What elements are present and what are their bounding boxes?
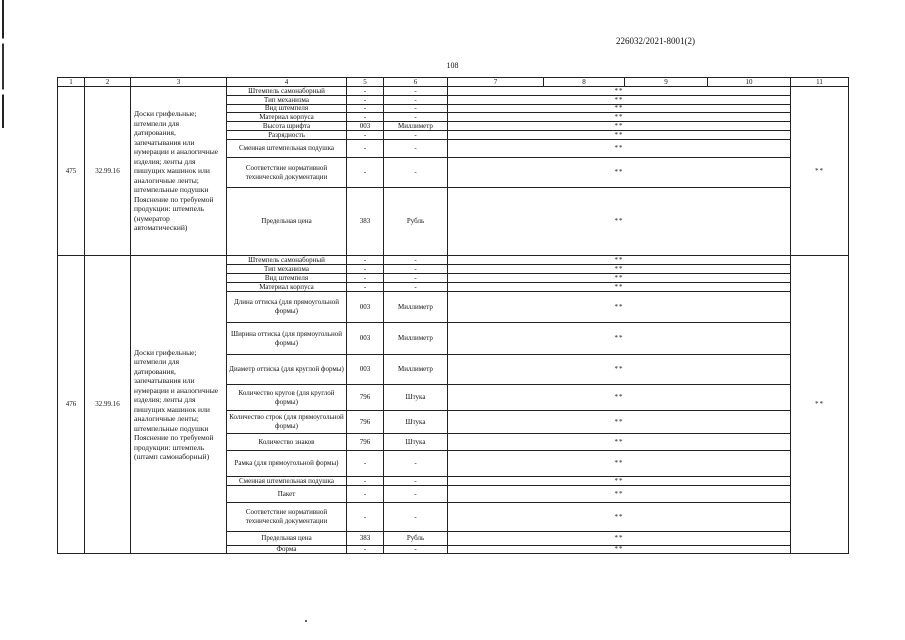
characteristic-value: **	[448, 122, 791, 131]
characteristic-unit: Рубль	[384, 188, 448, 256]
characteristic-unit: -	[384, 105, 448, 113]
characteristic-unit: Штука	[384, 411, 448, 434]
characteristic-unit: -	[384, 140, 448, 158]
column-header-6: 6	[384, 78, 448, 87]
characteristic-name: Штемпель самонаборный	[227, 256, 347, 265]
characteristic-name: Сменная штемпельная подушка	[227, 140, 347, 158]
characteristic-value: **	[448, 87, 791, 96]
characteristic-unit-code: -	[347, 486, 384, 503]
characteristic-unit: -	[384, 131, 448, 140]
characteristic-unit: -	[384, 486, 448, 503]
item-description-line: аналогичные ленты;	[134, 175, 199, 185]
characteristic-unit: -	[384, 96, 448, 105]
item-description-line: датирования,	[134, 366, 176, 376]
characteristic-unit: -	[384, 265, 448, 274]
characteristic-unit-code: -	[347, 265, 384, 274]
item-col11-value: **	[791, 256, 849, 554]
characteristic-unit-code: -	[347, 256, 384, 265]
characteristic-unit-code: -	[347, 503, 384, 532]
column-header-10: 10	[708, 78, 791, 87]
characteristic-unit: -	[384, 113, 448, 122]
characteristic-name: Высота шрифта	[227, 122, 347, 131]
characteristic-unit-code: -	[347, 274, 384, 283]
characteristic-unit-code: -	[347, 477, 384, 486]
item-okpd2-code: 32.99.16	[85, 87, 131, 256]
characteristic-name: Ширина оттиска (для прямоугольной формы)	[227, 323, 347, 355]
column-header-1: 1	[58, 78, 85, 87]
item-col11-value: **	[791, 87, 849, 256]
characteristic-value: **	[448, 105, 791, 113]
characteristic-unit-code: 003	[347, 323, 384, 355]
characteristic-value: **	[448, 158, 791, 188]
characteristic-value: **	[448, 503, 791, 532]
characteristic-value: **	[448, 477, 791, 486]
item-description-line: нумерации и аналогичные	[134, 385, 219, 395]
characteristic-unit: -	[384, 477, 448, 486]
characteristic-value: **	[448, 323, 791, 355]
item-description-line: штемпели для	[134, 357, 180, 366]
column-header-3: 3	[131, 78, 227, 87]
characteristic-value: **	[448, 274, 791, 283]
table-header-row	[58, 78, 849, 87]
column-header-2: 2	[85, 78, 131, 87]
characteristic-name: Материал корпуса	[227, 283, 347, 292]
column-header-8: 8	[544, 78, 625, 87]
item-description-line: Доски грифельные;	[134, 347, 197, 357]
item-description-line: изделия; ленты для	[134, 395, 196, 404]
characteristic-name: Сменная штемпельная подушка	[227, 477, 347, 486]
characteristic-value: **	[448, 256, 791, 265]
characteristic-name: Штемпель самонаборный	[227, 87, 347, 96]
item-description	[131, 87, 227, 256]
specification-table	[57, 77, 849, 554]
characteristic-name: Диаметр оттиска (для круглой формы)	[227, 355, 347, 385]
characteristic-name: Вид штемпеля	[227, 274, 347, 283]
characteristic-value: **	[448, 113, 791, 122]
characteristic-value: **	[448, 434, 791, 451]
characteristic-unit: Штука	[384, 385, 448, 411]
characteristic-name: Разрядность	[227, 131, 347, 140]
characteristic-unit: Штука	[384, 434, 448, 451]
characteristic-value: **	[448, 292, 791, 323]
item-description-line: изделия; ленты для	[134, 156, 196, 166]
characteristic-name: Пакет	[227, 486, 347, 503]
characteristic-unit: Миллиметр	[384, 292, 448, 323]
characteristic-unit-code: -	[347, 105, 384, 113]
characteristic-unit: -	[384, 283, 448, 292]
characteristic-unit: -	[384, 87, 448, 96]
item-number: 476	[58, 256, 85, 554]
column-header-9: 9	[625, 78, 708, 87]
characteristic-name: Предельная цена	[227, 188, 347, 256]
characteristic-name: Тип механизма	[227, 265, 347, 274]
item-description-line: Доски грифельные;	[134, 109, 197, 119]
characteristic-name: Количество строк (для прямоугольной формы)	[227, 411, 347, 434]
characteristic-name: Вид штемпеля	[227, 105, 347, 113]
page-number: 108	[446, 61, 459, 70]
column-header-11: 11	[791, 78, 849, 87]
characteristic-name: Рамка (для прямоугольной формы)	[227, 451, 347, 477]
item-description-line: штемпельные подушки	[134, 185, 209, 195]
characteristic-name: Количество знаков	[227, 434, 347, 451]
column-header-5: 5	[347, 78, 384, 87]
characteristic-name: Предельная цена	[227, 532, 347, 546]
characteristic-unit: Миллиметр	[384, 323, 448, 355]
document-reference-number: 226032/2021-8001(2)	[616, 36, 695, 46]
item-number: 475	[58, 87, 85, 256]
item-description-line: продукции: штемпель	[134, 204, 205, 214]
characteristic-name: Длина оттиска (для прямоугольной формы)	[227, 292, 347, 323]
characteristic-unit: -	[384, 256, 448, 265]
characteristic-unit: -	[384, 451, 448, 477]
characteristic-value: **	[448, 96, 791, 105]
item-description-line: Пояснение по требуемой	[134, 433, 214, 442]
characteristic-unit-code: 796	[347, 411, 384, 434]
characteristic-unit-code: -	[347, 96, 384, 105]
characteristic-unit: Рубль	[384, 532, 448, 546]
characteristic-name: Соответствие нормативной технической документации	[227, 503, 347, 532]
characteristic-unit-code: -	[347, 113, 384, 122]
characteristic-value: **	[448, 355, 791, 385]
characteristic-name: Материал корпуса	[227, 113, 347, 122]
item-description-line: пишущих машинок или	[134, 166, 210, 176]
characteristic-unit: Миллиметр	[384, 122, 448, 131]
characteristic-unit-code: -	[347, 131, 384, 140]
item-description-line: Пояснение по требуемой	[134, 194, 214, 204]
characteristic-row	[58, 87, 849, 96]
characteristic-value: **	[448, 385, 791, 411]
item-description-line: датирования,	[134, 128, 176, 138]
characteristic-unit-code: -	[347, 283, 384, 292]
item-description-line: (штамп самонаборный)	[134, 452, 210, 461]
characteristic-value: **	[448, 131, 791, 140]
characteristic-unit-code: -	[347, 87, 384, 96]
characteristic-unit-code: 003	[347, 355, 384, 385]
characteristic-unit-code: 796	[347, 434, 384, 451]
characteristic-name: Соответствие нормативной технической документации	[227, 158, 347, 188]
characteristic-value: **	[448, 188, 791, 256]
characteristic-value: **	[448, 140, 791, 158]
characteristic-unit-code: 003	[347, 292, 384, 323]
item-description-line: аналогичные ленты;	[134, 414, 199, 423]
column-header-7: 7	[448, 78, 544, 87]
characteristic-unit: -	[384, 503, 448, 532]
characteristic-value: **	[448, 532, 791, 546]
scan-dot	[305, 620, 307, 622]
item-description-line: пишущих машинок или	[134, 404, 210, 414]
item-description-line: штемпели для	[134, 118, 180, 128]
characteristic-value: **	[448, 451, 791, 477]
characteristic-value: **	[448, 546, 791, 554]
item-description-line: запечатывания или	[134, 137, 195, 147]
characteristic-value: **	[448, 265, 791, 274]
characteristic-unit-code: 796	[347, 385, 384, 411]
characteristic-row	[58, 256, 849, 265]
characteristic-unit-code: 003	[347, 122, 384, 131]
characteristic-unit: -	[384, 546, 448, 554]
characteristic-unit: -	[384, 158, 448, 188]
characteristic-name: Форма	[227, 546, 347, 554]
item-description-line: автоматический)	[134, 223, 188, 233]
characteristic-value: **	[448, 411, 791, 434]
characteristic-unit-code: -	[347, 158, 384, 188]
characteristic-unit-code: -	[347, 451, 384, 477]
column-header-4: 4	[227, 78, 347, 87]
item-description-line: (нумератор	[134, 213, 170, 223]
item-okpd2-code: 32.99.16	[85, 256, 131, 554]
characteristic-unit-code: -	[347, 546, 384, 554]
characteristic-value: **	[448, 283, 791, 292]
item-description-line: нумерации и аналогичные	[134, 147, 219, 157]
characteristic-name: Количество кругов (для круглой формы)	[227, 385, 347, 411]
item-description-line: запечатывания или	[134, 376, 195, 385]
characteristic-unit-code: 383	[347, 532, 384, 546]
item-description-line: штемпельные подушки	[134, 423, 209, 433]
characteristic-unit: Миллиметр	[384, 355, 448, 385]
item-description	[131, 256, 227, 554]
characteristic-name: Тип механизма	[227, 96, 347, 105]
characteristic-unit-code: 383	[347, 188, 384, 256]
item-description-line: продукции: штемпель	[134, 442, 205, 452]
characteristic-unit-code: -	[347, 140, 384, 158]
characteristic-value: **	[448, 486, 791, 503]
characteristic-unit: -	[384, 274, 448, 283]
